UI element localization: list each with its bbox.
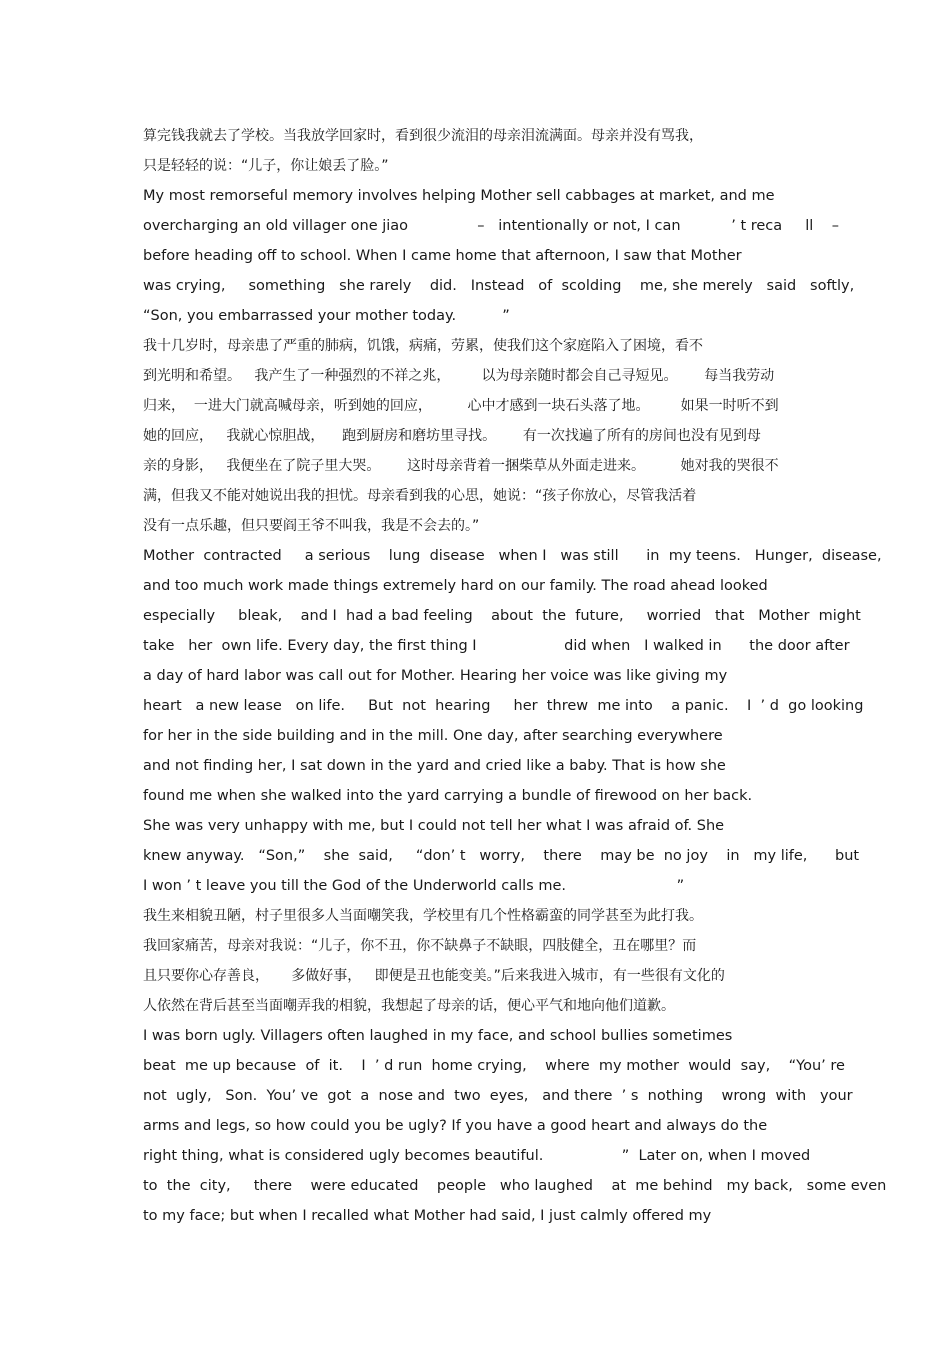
english-text-line: Mother contracted a serious lung disease when I was still in my teens. Hunger, disease, [143, 548, 882, 564]
chinese-text-line: 到光明和希望。 我产生了一种强烈的不祥之兆， 以为母亲随时都会自己寻短见。 每当我劳动 [143, 368, 775, 384]
english-text-line: She was very unhappy with me, but I could not tell her what I was afraid of. She [143, 818, 725, 834]
english-text-line: not ugly, Son. You’ ve got a nose and two eyes, and there ’ s nothing wrong with your [143, 1088, 853, 1104]
english-text-line: I won ’ t leave you till the God of the Underworld calls me. ” [143, 878, 685, 894]
english-text-line: I was born ugly. Villagers often laughed in my face, and school bullies sometimes [143, 1028, 733, 1044]
chinese-text-line: 没有一点乐趣，但只要阎王爷不叫我，我是不会去的。” [143, 518, 480, 534]
english-text-line: right thing, what is considered ugly becomes beautiful. ” Later on, when I moved [143, 1148, 811, 1164]
chinese-text-line: 我回家痛苦，母亲对我说：“儿子，你不丑，你不缺鼻子不缺眼，四肢健全，丑在哪里？而 [143, 938, 697, 954]
english-text-line: to the city, there were educated people who laughed at me behind my back, some even [143, 1178, 887, 1194]
chinese-text-line: 她的回应， 我就心惊胆战， 跑到厨房和磨坊里寻找。 有一次找遍了所有的房间也没有见到母 [143, 428, 761, 444]
chinese-text-line: 归来， 一进大门就高喊母亲，听到她的回应， 心中才感到一块石头落了地。 如果一时听不到 [143, 398, 779, 414]
english-text-line: arms and legs, so how could you be ugly? If you have a good heart and always do the [143, 1118, 768, 1134]
chinese-text-line: 且只要你心存善良， 多做好事， 即便是丑也能变美。”后来我进入城市，有一些很有文化的 [143, 968, 725, 984]
chinese-text-line: 只是轻轻的说：“儿子，你让娘丢了脸。” [143, 158, 389, 174]
english-text-line: was crying, something she rarely did. Instead of scolding me, she merely said softly, [143, 278, 855, 294]
english-text-line: especially bleak, and I had a bad feeling about the future, worried that Mother might [143, 608, 861, 624]
document-body [143, 121, 887, 1231]
english-text-line: and not finding her, I sat down in the yard and cried like a baby. That is how she [143, 758, 726, 774]
chinese-text-line: 满，但我又不能对她说出我的担忧。母亲看到我的心思，她说：“孩子你放心，尽管我活着 [143, 488, 697, 504]
english-text-line: take her own life. Every day, the first thing I did when I walked in the door after [143, 638, 850, 654]
english-text-line: and too much work made things extremely hard on our family. The road ahead looked [143, 578, 768, 594]
chinese-text-line: 人依然在背后甚至当面嘲弄我的相貌，我想起了母亲的话，便心平气和地向他们道歉。 [143, 998, 675, 1014]
english-text-line: found me when she walked into the yard carrying a bundle of firewood on her back. [143, 788, 753, 804]
english-text-line: to my face; but when I recalled what Mother had said, I just calmly offered my [143, 1208, 712, 1224]
english-text-line: My most remorseful memory involves helping Mother sell cabbages at market, and me [143, 188, 775, 204]
english-text-line: knew anyway. “Son,” she said, “don’ t worry, there may be no joy in my life, but [143, 848, 860, 864]
english-text-line: a day of hard labor was call out for Mother. Hearing her voice was like giving my [143, 668, 728, 684]
chinese-text-line: 算完钱我就去了学校。当我放学回家时，看到很少流泪的母亲泪流满面。母亲并没有骂我， [143, 128, 703, 144]
english-text-line: overcharging an old villager one jiao – intentionally or not, I can ’ t reca ll – [143, 218, 839, 234]
english-text-line: for her in the side building and in the mill. One day, after searching everywhere [143, 728, 723, 744]
chinese-text-line: 我十几岁时，母亲患了严重的肺病，饥饿，病痛，劳累，使我们这个家庭陷入了困境，看不 [143, 338, 703, 354]
english-text-line: before heading off to school. When I came home that afternoon, I saw that Mother [143, 248, 742, 264]
chinese-text-line: 我生来相貌丑陋，村子里很多人当面嘲笑我，学校里有几个性格霸蛮的同学甚至为此打我。 [143, 908, 703, 924]
english-text-line: heart a new lease on life. But not hearing her threw me into a panic. I ’ d go looking [143, 698, 864, 714]
english-text-line: beat me up because of it. I ’ d run home crying, where my mother would say, “You’ re [143, 1058, 845, 1074]
chinese-text-line: 亲的身影， 我便坐在了院子里大哭。 这时母亲背着一捆柴草从外面走进来。 她对我的哭很不 [143, 458, 779, 474]
english-text-line: “Son, you embarrassed your mother today. ” [143, 308, 510, 324]
